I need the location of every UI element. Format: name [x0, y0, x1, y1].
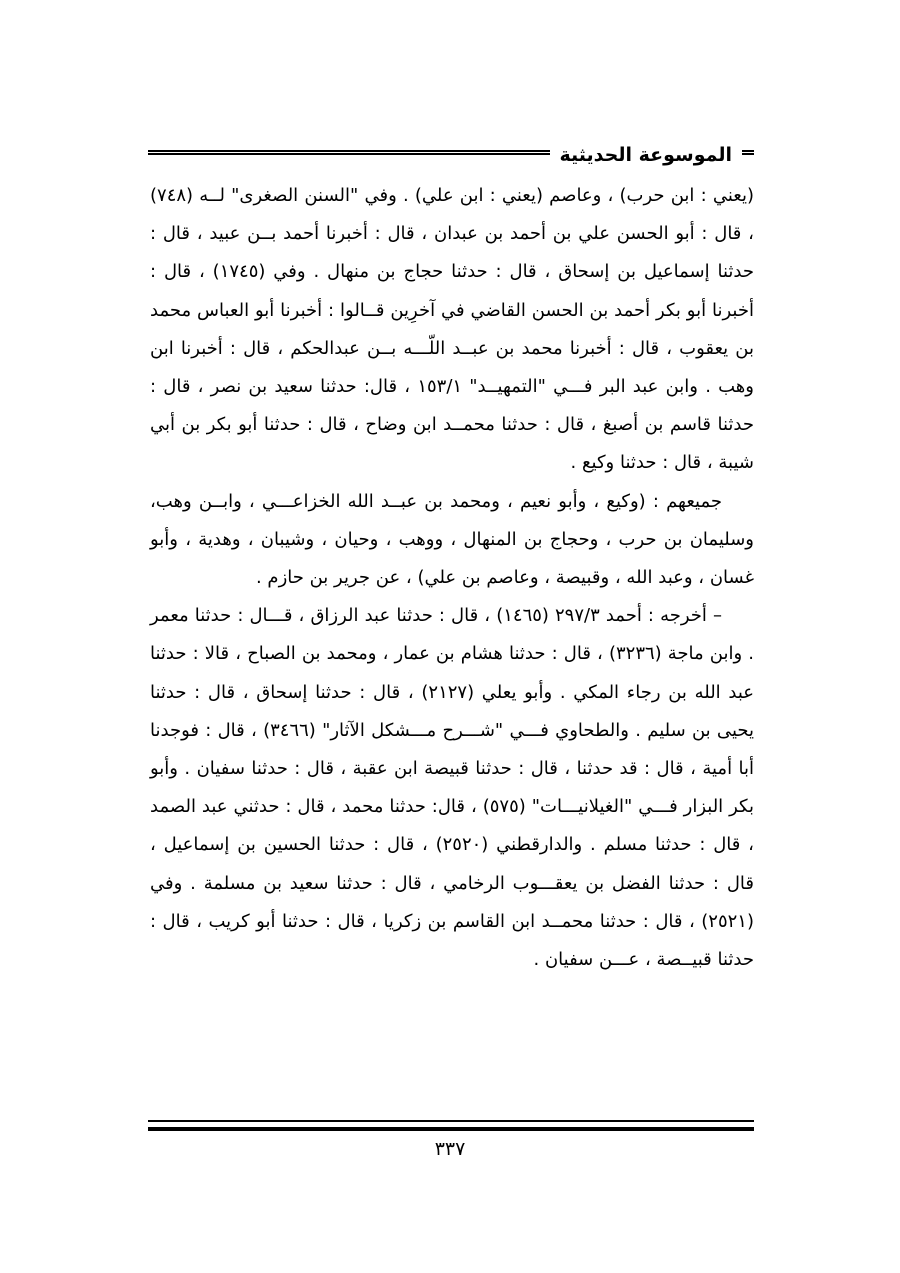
paragraph-1: (يعني : ابن حرب) ، وعاصم (يعني : ابن علي) . وفي "السنن الصغرى" لــه (٧٤٨) ، قال : أبو الحسن علي بن أحمد بن عبدان ، قال : أخبرنا أحمد بــن عبيد ، قال : حدثنا إسماعيل بن إسحاق ، قال : حدثنا حجاج بن منهال . وفي (١٧٤٥) ، قال : أخبرنا أبو بكر أحمد بن الحسن القاضي في آخرِين قــالوا : أخبرنا أبو العباس محمد بن يعقوب ، قال : أخبرنا محمد بن عبــد اللّـــه بــن عبدالحكم ، قال : أخبرنا ابن وهب . وابن عبد البر فـــي "التمهيــد" ١٥٣/١ ، قال: حدثنا سعيد بن نصر ، قال : حدثنا قاسم بن أصبغ ، قال : حدثنا محمــد ابن وضاح ، قال : حدثنا أبو بكر بن أبي شيبة ، قال : حدثنا وكيع . — [150, 185, 754, 474]
page-header — [148, 140, 754, 174]
page-body — [150, 177, 754, 979]
footer-rule-top — [148, 1120, 754, 1122]
paragraph-2: جميعهم : (وكيع ، وأبو نعيم ، ومحمد بن عبــد الله الخزاعـــي ، وابــن وهب، وسليمان بن حرب ، وحجاج بن المنهال ، ووهب ، وحيان ، وشيبان ، وهدية ، وأبو غسان ، وعبد الله ، وقبيصة ، وعاصم بن علي) ، عن جرير بن حازم . — [150, 490, 754, 589]
paragraph-3: – أخرجه : أحمد ٢٩٧/٣ (١٤٦٥) ، قال : حدثنا عبد الرزاق ، قـــال : حدثنا معمر . وابن ماجة (٣٢٣٦) ، قال : حدثنا هشام بن عمار ، ومحمد بن الصباح ، قالا : حدثنا عبد الله بن رجاء المكي . وأبو يعلي (٢١٢٧) ، قال : حدثنا إسحاق ، قال : حدثنا يحيى بن سليم . والطحاوي فـــي "شـــرح مـــشكل الآثار" (٣٤٦٦) ، قال : فوجدنا أبا أمية ، قال : قد حدثنا ، قال : حدثنا قبيصة ابن عقبة ، قال : حدثنا سفيان . وأبو بكر البزار فـــي "الغيلانيـــات" (٥٧٥) ، قال: حدثنا محمد ، قال : حدثني عبد الصمد ، قال : حدثنا مسلم . والدارقطني (٢٥٢٠) ، قال : حدثنا الحسين بن إسماعيل ، قال : حدثنا الفضل بن يعقـــوب الرخامي ، قال : حدثنا سعيد بن مسلمة . وفي (٢٥٢١) ، قال : حدثنا محمــد ابن القاسم بن زكريا ، قال : حدثنا أبو كريب ، قال : حدثنا قبيــصة ، عـــن سفيان . — [150, 605, 755, 971]
page-number: ٣٣٧ — [434, 1138, 466, 1160]
page-title: الموسوعة الحديثية — [550, 140, 743, 170]
footer-rule-bottom — [148, 1127, 754, 1131]
